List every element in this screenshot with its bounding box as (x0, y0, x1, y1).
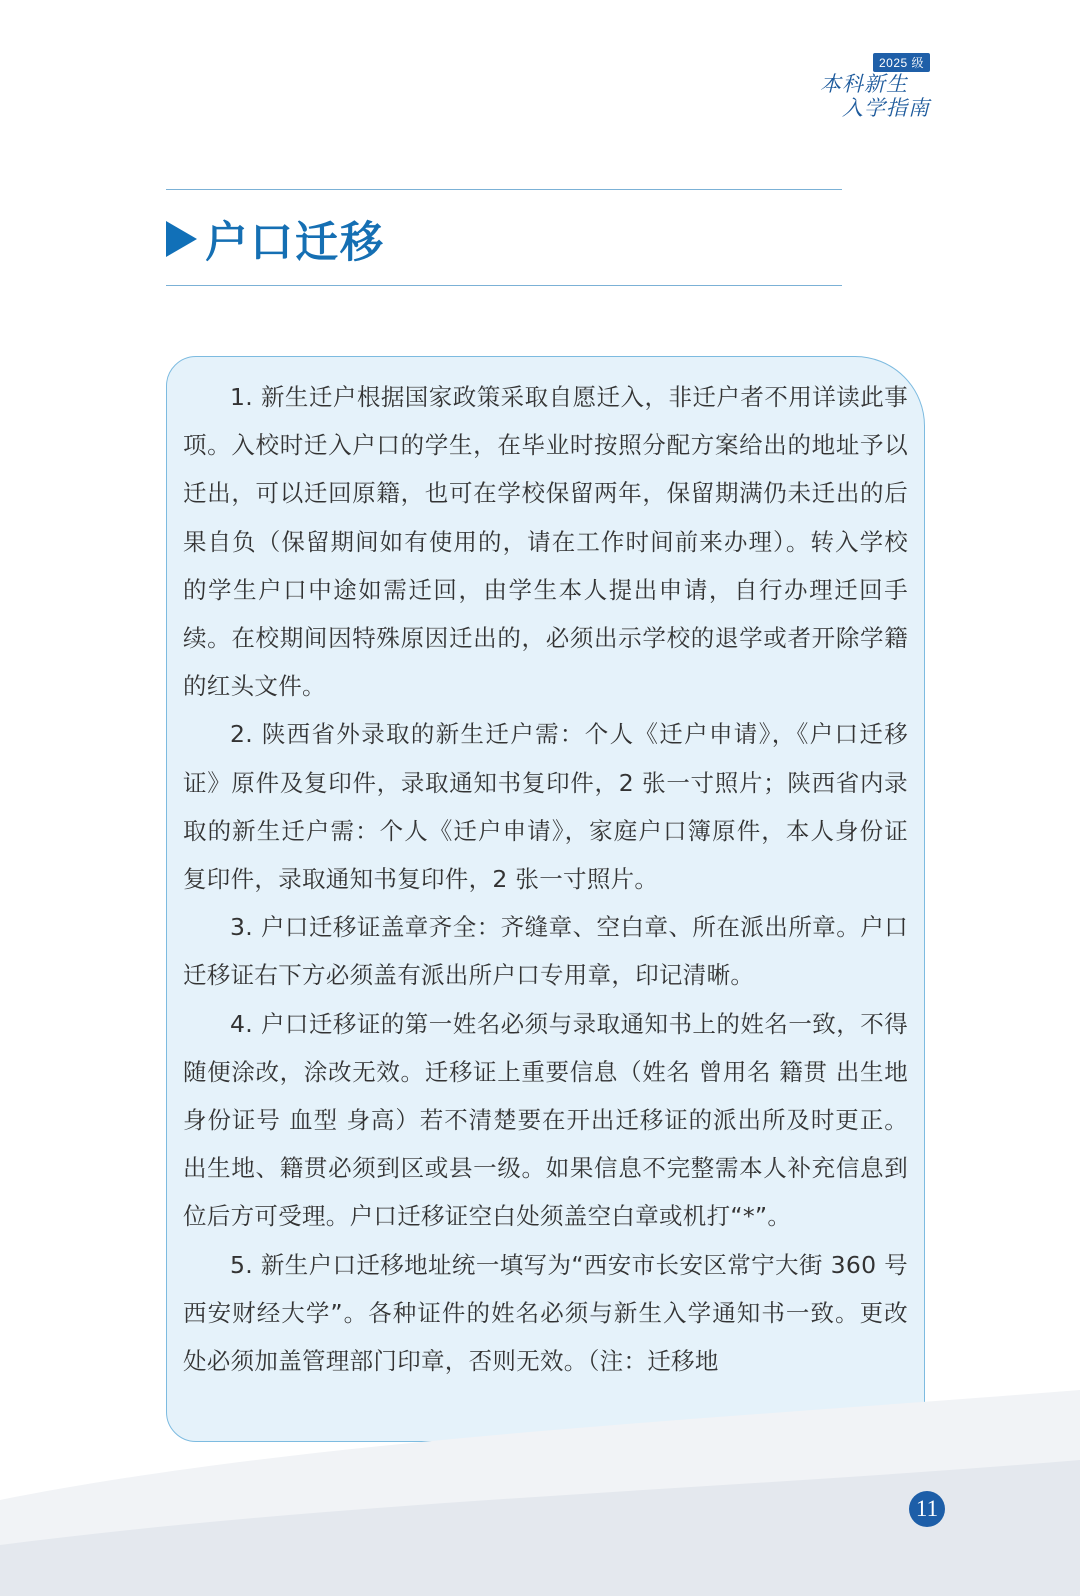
brand-line-1: 本科新生 (820, 72, 908, 96)
bottom-divider (166, 285, 842, 286)
play-triangle-icon (166, 221, 197, 257)
paragraph-5: 5. 新生户口迁移地址统一填写为“西安市长安区常宁大街 360 号西安财经大学”。各种证件的姓名必须与新生入学通知书一致。更改处必须加盖管理部门印章，否则无效。（注：迁移地 (183, 1250, 908, 1376)
paragraph-3: 3. 户口迁移证盖章齐全：齐缝章、空白章、所在派出所章。户口迁移证右下方必须盖有派出所户口专用章，印记清晰。 (183, 913, 908, 990)
paragraph-4: 4. 户口迁移证的第一姓名必须与录取通知书上的姓名一致，不得随便涂改，涂改无效。迁移证上重要信息（姓名 曾用名 籍贯 出生地 身份证号 血型 身高）若不清楚要在开出迁移证的派出所及时更正。出生地、籍贯必须到区或县一级。如果信息不完整需本人补充信息到位后方可受理。户口迁移证空白处须盖空白章或机打“*”。 (183, 1009, 908, 1231)
year-badge: 2025 级 (873, 53, 930, 72)
section-heading (166, 214, 385, 268)
paragraph-1: 1. 新生迁户根据国家政策采取自愿迁入，非迁户者不用详读此事项。入校时迁入户口的学生，在毕业时按照分配方案给出的地址予以迁出，可以迁回原籍，也可在学校保留两年，保留期满仍未迁出的后果自负（保留期间如有使用的，请在工作时间前来办理）。转入学校的学生户口中途如需迁回，由学生本人提出申请，自行办理迁回手续。在校期间因特殊原因迁出的，必须出示学校的退学或者开除学籍的红头文件。 (183, 383, 908, 701)
section-title: 户口迁移 (205, 217, 385, 268)
top-divider (166, 189, 842, 190)
footer-wave (0, 1380, 1080, 1596)
brand-mark (820, 52, 930, 120)
paragraph-2: 2. 陕西省外录取的新生迁户需：个人《迁户申请》，《户口迁移证》原件及复印件，录取通知书复印件，2 张一寸照片；陕西省内录取的新生迁户需：个人《迁户申请》，家庭户口簿原件，本人身份证复印件，录取通知书复印件，2 张一寸照片。 (183, 720, 908, 894)
brand-line-2: 入学指南 (842, 96, 930, 120)
content-box (166, 356, 925, 1442)
page-number-badge: 11 (909, 1491, 945, 1527)
